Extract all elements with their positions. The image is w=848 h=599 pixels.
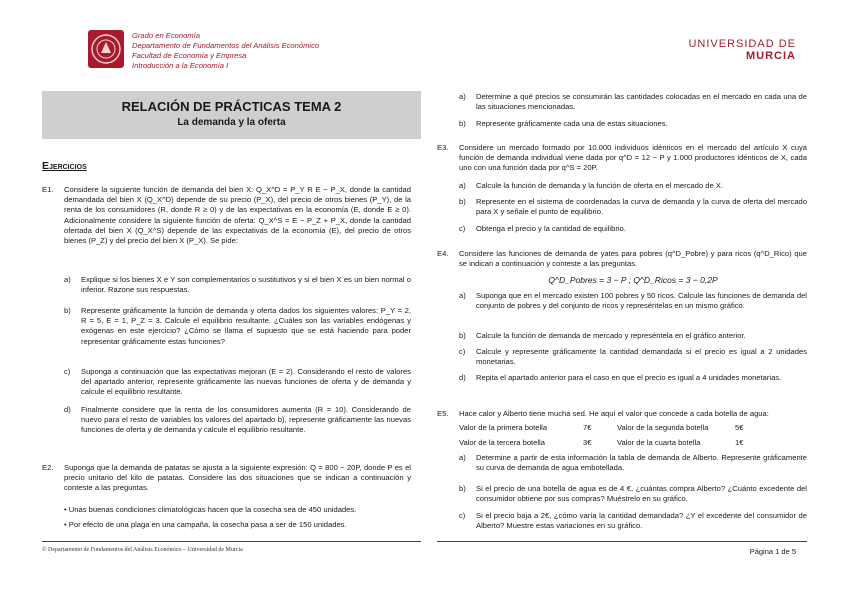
university-logo [688,38,796,62]
e5-value-row-1 [459,423,547,432]
e2-bullet-1: • Unas buenas condiciones climatológicas hacen que la cosecha sea de 450 unidades. [64,505,357,514]
uni-line-1: UNIVERSIDAD DE [688,38,796,50]
item-text: Determine a partir de esta información la tabla de demanda de Alberto. Represente gráficamente su curva de demanda de agua embotellada. [476,453,807,473]
item-text: Repita el apartado anterior para el caso en que el precio es igual a 4 unidades monetarias. [476,373,782,382]
item-label: a) [459,291,466,300]
item-label: c) [459,511,466,520]
e5-value-row-3 [459,438,545,447]
e3-item-b [459,197,807,217]
e5-item-c [459,511,807,531]
e4-item-a [459,291,807,311]
page-number: Página 1 de 5 [749,547,796,556]
e2-bullet-2: • Por efecto de una plaga en una campaña, la cosecha pasa a ser de 150 unidades. [64,520,347,529]
exercise-text: Considere la siguiente función de demanda del bien X: Q_X^D = P_Y R E − P_X, donde la cantidad demandada del bien X (Q_X^D) depende de su precio (P_X), del precio de otros bienes (P_Y), de la renta de los consumidores (R, donde R ≥ 0) y de las expectativas en la economía (E, donde E ≥ 0). Adicionalmente considere la siguiente función de oferta: Q_X^S = E − P_Z + P_X, donde la cantidad ofertada del bien X (Q_X^S) depende de las expectativas de la economía (E), del precio de otros bienes (P_Z) y del precio del bien X (P_X). Se pide: [64,185,411,246]
bullet-text: Por efecto de una plaga en una campaña, la cosecha pasa a ser de 150 unidades. [68,520,347,529]
exercise-number: E2. [42,463,54,472]
item-label: a) [459,181,466,190]
dept-line-1: Grado en Economía [132,31,200,40]
footer-rule-left [42,541,421,542]
item-label: a) [64,275,71,284]
e3-item-c [459,224,807,234]
exercise-text: Hace calor y Alberto tiene mucha sed. He aquí el valor que concede a cada botella de agua: [459,409,769,418]
item-label: c) [64,367,71,376]
footer-rule-right [437,541,807,542]
e1-item-a [64,275,411,295]
university-seal [88,30,124,68]
dept-line-2: Departamento de Fundamentos del Análisis Económico [132,41,320,50]
value-label: Valor de la primera botella [459,423,548,432]
e1-item-d [64,405,411,436]
exercise-number: E4. [437,249,449,258]
item-label: d) [459,373,466,382]
item-label: b) [459,484,466,493]
exercise-e5 [437,409,807,419]
item-label: b) [459,197,466,206]
item-text: Calcule la función de demanda y la función de oferta en el mercado de X. [476,181,723,190]
item-text: Si el precio de una botella de agua es de 4 €, ¿cuántas compra Alberto? ¿Cuánto excedente del consumidor obtiene por sus compras? Muéstrelo en su gráfico. [476,484,807,504]
item-text: Si el precio baja a 2€, ¿cómo varía la cantidad demandada? ¿Y el excedente del consumidor de Alberto? Muestre estas variaciones en su gráfico. [476,511,807,531]
exercise-e3 [437,143,807,174]
exercise-text: Considere un mercado formado por 10.000 individuos idénticos en el mercado del artículo X cuya función de demanda individual viene dada por q^D = 12 − P y 1.000 productores idénticos de X, cada uno con una función dada por q^S = 20P. [459,143,807,173]
item-text: Explique si los bienes X e Y son complementarios o sustitutivos y si el bien X es un bien normal o inferior. Razone sus respuestas. [81,275,411,295]
exercise-text: Considere las funciones de demanda de yates para pobres (q^D_Pobre) y para ricos (q^D_Rico) que se indican a continuación y conteste a las preguntas. [459,249,807,269]
e5-value-4: 1€ [735,438,744,447]
e5-value-3: 3€ [583,438,592,447]
item-label: a) [459,92,466,101]
exercise-number: E3. [437,143,449,152]
exercise-e2 [42,463,411,494]
e2-item-b [459,119,807,129]
footer-copyright: © Departamento de Fundamentos del Análisis Económico – Universidad de Murcia [42,547,243,553]
page-subtitle: La demanda y la oferta [177,117,286,128]
e5-value-row-4 [617,438,700,447]
value-label: Valor de la cuarta botella [617,438,701,447]
e5-item-a [459,453,807,473]
value-label: Valor de la segunda botella [617,423,709,432]
e5-item-b [459,484,807,504]
department-info [132,31,319,71]
e3-item-a [459,181,807,191]
section-heading: Ejercicios [42,160,87,172]
item-label: b) [459,119,466,128]
item-text: Obtenga el precio y la cantidad de equilibrio. [476,224,626,233]
exercise-number: E5. [437,409,449,418]
item-text: Suponga que en el mercado existen 100 pobres y 50 ricos. Calcule las funciones de demanda del conjunto de pobres y del conjunto de ricos y represéntelas en un mismo gráfico. [476,291,807,311]
item-text: Calcule la función de demanda de mercado y represéntela en el gráfico anterior. [476,331,746,340]
e4-item-c [459,347,807,367]
exercise-e4 [437,249,807,269]
title-box [42,91,421,139]
e5-value-1: 7€ [583,423,592,432]
dept-line-4: Introducción a la Economía I [132,61,229,70]
e4-formula: Q^D_Pobres = 3 − P ; Q^D_Ricos = 3 − 0,2P [548,275,718,285]
e1-item-b [64,306,411,347]
item-text: Calcule y represente gráficamente la cantidad demandada si el precio es igual a 2 unidades monetarias. [476,347,807,367]
value-label: Valor de la tercera botella [459,438,545,447]
exercise-text: Suponga que la demanda de patatas se ajusta a la siguiente expresión: Q = 800 − 20P, donde P es el precio unitario del kilo de patatas. Considere las dos situaciones que se indican a continuación y conteste a las preguntas. [64,463,411,493]
bullet-text: Unas buenas condiciones climatológicas hacen que la cosecha sea de 450 unidades. [68,505,357,514]
item-label: d) [64,405,71,414]
e4-item-d [459,373,807,383]
e5-value-row-2 [617,423,708,432]
e1-item-c [64,367,411,398]
item-text: Suponga a continuación que las expectativas mejoran (E = 2). Considerando el resto de valores del apartado anterior, represente gráficamente las nuevas funciones de oferta y de demanda y calcule el equilibrio resultante. [81,367,411,397]
exercise-e1 [42,185,411,246]
item-text: Determine a qué precios se consumirán las cantidades colocadas en el mercado en cada una de las situaciones mencionadas. [476,92,807,112]
e5-value-2: 5€ [735,423,744,432]
item-text: Represente gráficamente la función de demanda y oferta dados los siguientes valores: P_Y = 2, R = 5, E = 1, P_Z = 3. Calcule el equilibrio resultante. ¿Cuáles son las variables endógenas y exógenas en este ejercicio? ¿Cómo se llama el supuesto que se está haciendo para poder representar gráficamente estas funciones? [81,306,411,346]
e4-item-b [459,331,807,341]
e2-item-a [459,92,807,112]
item-label: b) [64,306,71,315]
item-label: c) [459,347,466,356]
exercise-number: E1. [42,185,54,194]
item-label: a) [459,453,466,462]
dept-line-3: Facultad de Economía y Empresa [132,51,247,60]
item-label: c) [459,224,466,233]
item-text: Represente en el sistema de coordenadas la curva de demanda y la curva de oferta del mercado para X y señale el punto de equilibrio. [476,197,807,217]
item-text: Finalmente considere que la renta de los consumidores aumenta (R = 10). Considerando de nuevo para el resto de variables los valores del apartado b), represente gráficamente las nuevas funciones de oferta y de demanda y calcule el equilibrio resultante. [81,405,411,435]
uni-line-2: MURCIA [746,50,796,62]
item-label: b) [459,331,466,340]
page-title: RELACIÓN DE PRÁCTICAS TEMA 2 [121,99,342,114]
item-text: Represente gráficamente cada una de estas situaciones. [476,119,668,128]
